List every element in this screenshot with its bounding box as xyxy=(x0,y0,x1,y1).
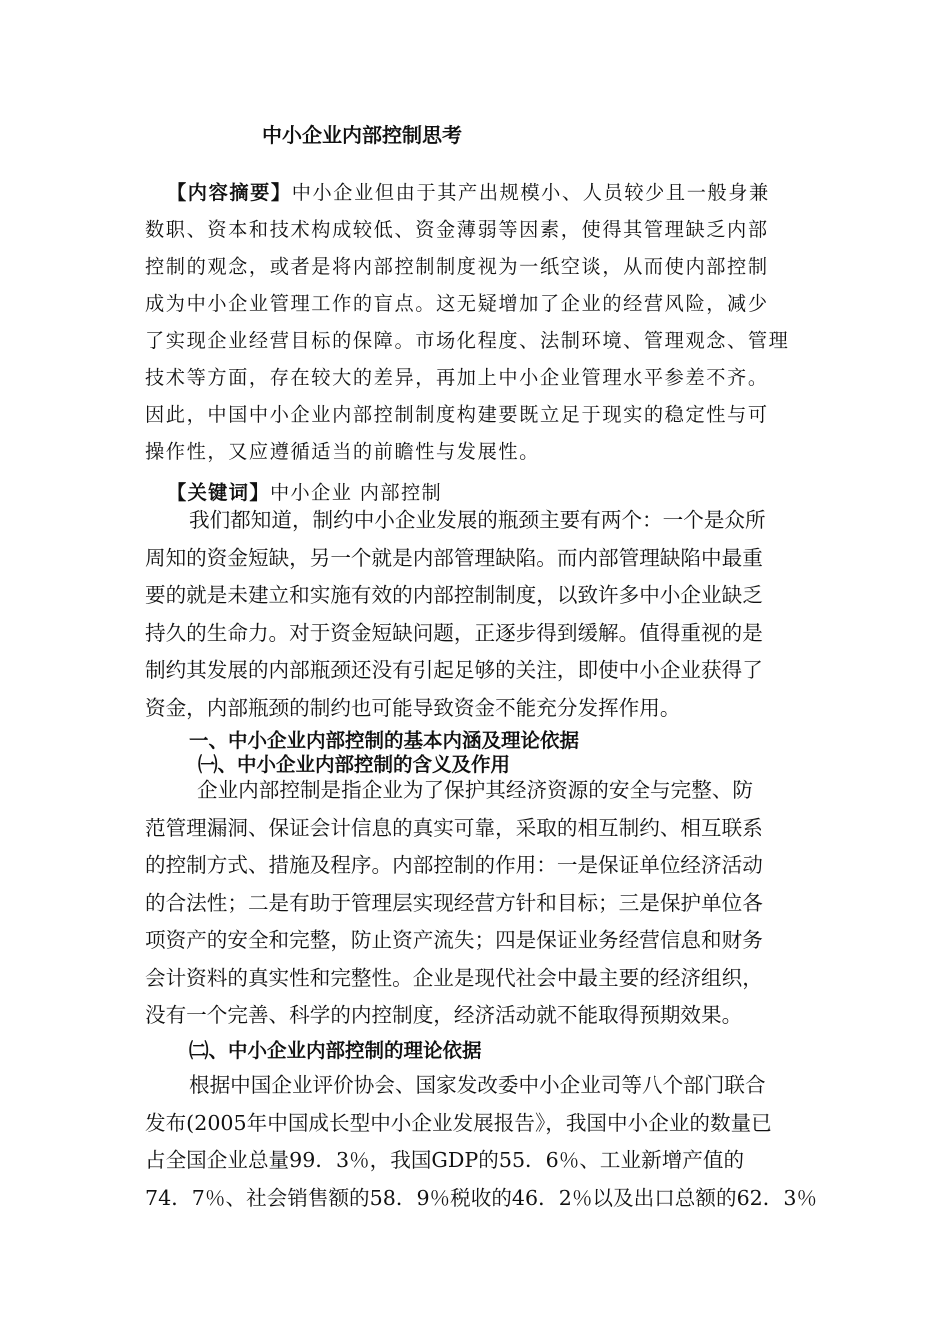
paragraph-line: 74．7％、社会销售额的58．9％税收的46．2％以及出口总额的62．3％ xyxy=(145,1185,818,1210)
abstract-section xyxy=(145,174,810,470)
paragraph-line: 会计资料的真实性和完整性。企业是现代社会中最主要的经济组织， xyxy=(145,965,763,990)
paragraph-line: 发布(2005年中国成长型中小企业发展报告》，我国中小企业的数量已 xyxy=(145,1110,772,1135)
paragraph-line: 要的就是未建立和实施有效的内部控制制度，以致许多中小企业缺乏 xyxy=(145,583,763,607)
paragraph-line: 占全国企业总量99．3％，我国GDP的55．6％、工业新增产值的 xyxy=(145,1148,745,1172)
paragraph-line: 范管理漏洞、保证会计信息的真实可靠，采取的相互制约、相互联系 xyxy=(145,815,763,840)
keywords-label: 【关键词】 xyxy=(167,481,270,504)
abstract-text: 中小企业但由于其产出规模小、人员较少且一般身兼 xyxy=(291,181,770,204)
paragraph-line: 资金，内部瓶颈的制约也可能导致资金不能充分发挥作用。 xyxy=(145,695,681,720)
abstract-line: 成为中小企业管理工作的盲点。这无疑增加了企业的经营风险，减少 xyxy=(145,292,769,315)
abstract-line: 控制的观念，或者是将内部控制制度视为一纸空谈，从而使内部控制 xyxy=(145,255,769,278)
abstract-line: 因此，中国中小企业内部控制制度构建要既立足于现实的稳定性与可 xyxy=(145,403,769,426)
document-title: 中小企业内部控制思考 xyxy=(262,123,462,147)
section1-1-heading: ㈠、中小企业内部控制的含义及作用 xyxy=(198,753,511,776)
abstract-line xyxy=(145,174,810,211)
paragraph-line: 项资产的安全和完整，防止资产流失；四是保证业务经营信息和财务 xyxy=(145,928,763,952)
paragraph-line: 我们都知道，制约中小企业发展的瓶颈主要有两个：一个是众所 xyxy=(189,508,766,532)
paragraph-line: 周知的资金短缺，另一个就是内部管理缺陷。而内部管理缺陷中最重 xyxy=(145,545,763,570)
paragraph-line: 制约其发展的内部瓶颈还没有引起足够的关注，即使中小企业获得了 xyxy=(145,658,763,682)
keywords-text: 中小企业 内部控制 xyxy=(269,481,443,504)
paragraph-line: 持久的生命力。对于资金短缺问题，正逐步得到缓解。值得重视的是 xyxy=(145,620,763,645)
paragraph-line: 根据中国企业评价协会、国家发改委中小企业司等八个部门联合 xyxy=(189,1073,766,1097)
abstract-line: 操作性，又应遵循适当的前瞻性与发展性。 xyxy=(145,440,540,463)
paragraph-line: 企业内部控制是指企业为了保护其经济资源的安全与完整、防 xyxy=(197,778,754,802)
paragraph-line: 没有一个完善、科学的内控制度，经济活动就不能取得预期效果。 xyxy=(145,1003,743,1027)
abstract-line: 了实现企业经营目标的保障。市场化程度、法制环境、管理观念、管理 xyxy=(145,329,790,352)
intro-paragraph xyxy=(145,502,810,727)
abstract-label: 【内容摘要】 xyxy=(167,181,292,204)
paragraph-line: 的合法性；二是有助于管理层实现经营方针和目标；三是保护单位各 xyxy=(145,890,763,915)
section1-2-heading: ㈡、中小企业内部控制的理论依据 xyxy=(189,1039,482,1062)
paragraph-line: 的控制方式、措施及程序。内部控制的作用：一是保证单位经济活动 xyxy=(145,853,763,877)
abstract-line: 数职、资本和技术构成较低、资金薄弱等因素，使得其管理缺乏内部 xyxy=(145,218,769,241)
abstract-line: 技术等方面，存在较大的差异，再加上中小企业管理水平参差不齐。 xyxy=(145,366,769,389)
section1-heading: 一、中小企业内部控制的基本内涵及理论依据 xyxy=(189,729,580,752)
section1-1-paragraph xyxy=(145,772,810,1035)
section1-2-paragraph xyxy=(145,1067,818,1217)
